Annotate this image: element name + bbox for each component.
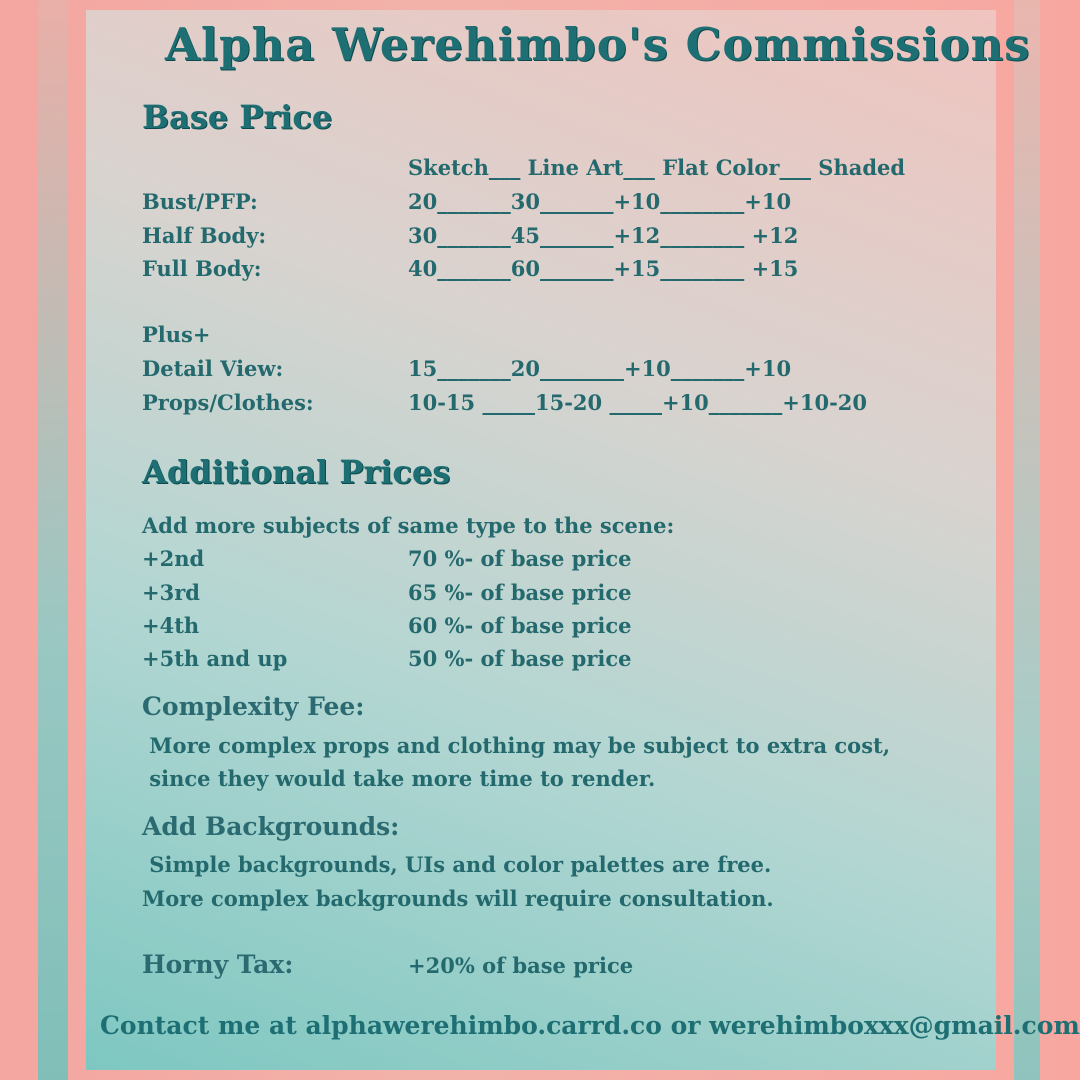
subject-label-2nd: +2nd	[142, 546, 205, 571]
subject-label-3rd: +3rd	[142, 580, 200, 605]
row-values-bust: 20_______30_______+10________+10	[408, 189, 792, 214]
backgrounds-line-2: More complex backgrounds will require consultation.	[142, 886, 774, 911]
row-values-detail-view: 15_______20________+10_______+10	[408, 356, 792, 381]
complexity-line-1: More complex props and clothing may be subject to extra cost,	[142, 733, 891, 758]
subject-value-4th: 60 %- of base price	[408, 613, 632, 638]
backgrounds-heading: Add Backgrounds:	[142, 812, 400, 841]
complexity-line-2: since they would take more time to render.	[142, 766, 656, 791]
subject-label-5th: +5th and up	[142, 646, 288, 671]
base-price-heading: Base Price	[142, 98, 333, 136]
row-label-half-body: Half Body:	[142, 223, 267, 248]
right-stripe	[1014, 0, 1040, 1080]
row-label-props-clothes: Props/Clothes:	[142, 390, 314, 415]
row-label-detail-view: Detail View:	[142, 356, 284, 381]
row-label-bust: Bust/PFP:	[142, 189, 258, 214]
plus-heading: Plus+	[142, 322, 211, 347]
contact-line: Contact me at alphawerehimbo.carrd.co or werehimboxxx@gmail.com	[100, 1011, 1080, 1040]
horny-tax-label: Horny Tax:	[142, 950, 294, 979]
subject-label-4th: +4th	[142, 613, 200, 638]
subjects-intro: Add more subjects of same type to the scene:	[142, 513, 675, 538]
subject-value-3rd: 65 %- of base price	[408, 580, 632, 605]
row-label-full-body: Full Body:	[142, 256, 262, 281]
subject-value-5th: 50 %- of base price	[408, 646, 632, 671]
left-stripe	[38, 0, 68, 1080]
row-values-props-clothes: 10-15 _____15-20 _____+10_______+10-20	[408, 390, 868, 415]
row-values-half-body: 30_______45_______+12________ +12	[408, 223, 799, 248]
row-values-full-body: 40_______60_______+15________ +15	[408, 256, 799, 281]
horny-tax-value: +20% of base price	[408, 953, 634, 978]
page-title: Alpha Werehimbo's Commissions	[165, 18, 1031, 71]
backgrounds-line-1: Simple backgrounds, UIs and color palettes are free.	[142, 852, 772, 877]
additional-prices-heading: Additional Prices	[142, 453, 451, 491]
subject-value-2nd: 70 %- of base price	[408, 546, 632, 571]
complexity-fee-heading: Complexity Fee:	[142, 692, 365, 721]
price-columns-header: Sketch___ Line Art___ Flat Color___ Shaded	[408, 155, 906, 180]
